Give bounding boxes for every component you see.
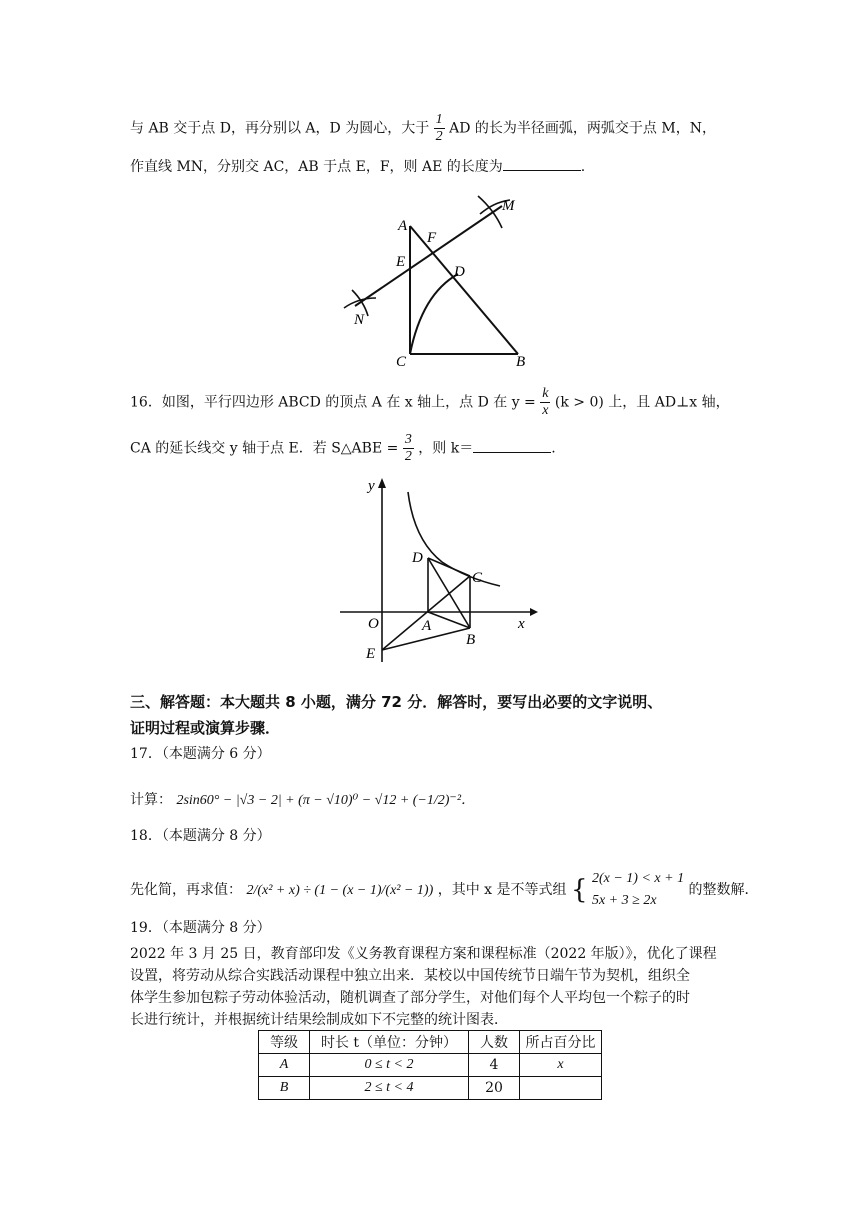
q19-title: 19．（本题满分 8 分） (130, 920, 271, 936)
table-row (259, 1054, 602, 1077)
label-B: B (516, 354, 526, 370)
q16-line1 (130, 386, 730, 419)
table-cell: A (259, 1054, 310, 1077)
label-D: D (454, 264, 465, 280)
q17-title: 17．（本题满分 6 分） (130, 746, 271, 762)
q16-frac-num: k (542, 386, 549, 401)
q16-area-den: 2 (404, 449, 412, 464)
q18-title: 18．（本题满分 8 分） (130, 828, 271, 844)
table-cell: 0 ≤ t < 2 (310, 1054, 469, 1077)
q16-end: . (551, 440, 556, 457)
q15-line2 (130, 156, 585, 177)
q18-cond-b: 的整数解． (688, 882, 759, 898)
label-N: N (354, 312, 365, 328)
q18-ineq2: 5x + 3 ≥ 2x (591, 893, 657, 908)
q18-line (130, 868, 759, 918)
q18-expression: 2/(x² + x) ÷ (1 − (x − 1)/(x² − 1)) (246, 883, 434, 898)
q16-area-num: 3 (404, 432, 412, 447)
q16-frac-den: x (542, 403, 549, 418)
table-cell: 4 (469, 1054, 520, 1077)
q17-expression: 2sin60° − |√3 − 2| + (π − √10)⁰ − √12 + (−1/2)⁻²． (176, 793, 476, 808)
table-header: 人数 (469, 1031, 520, 1054)
q15-end: . (580, 159, 586, 175)
label-A: A (398, 218, 408, 234)
label-M: M (502, 198, 515, 214)
q19-p3: 体学生参加包粽子劳动体验活动，随机调查了部分学生，对他们每个人平均包一个粽子的时 (130, 990, 690, 1006)
label-A2: A (422, 618, 432, 634)
label-F: F (427, 230, 437, 246)
q18-system (592, 868, 684, 912)
q15-frac-num: 1 (435, 112, 443, 127)
q16-answer-blank (473, 438, 551, 453)
q17-prompt: 计算： (130, 792, 172, 808)
q16-text-a: 16．如图，平行四边形 ABCD 的顶点 A 在 x 轴上，点 D 在 y = (130, 394, 536, 411)
q15-fraction (434, 112, 445, 145)
q15-text-a: 与 AB 交于点 D，再分别以 A，D 为圆心，大于 (130, 120, 430, 137)
q19-table (258, 1030, 602, 1100)
q16-line2 (130, 432, 556, 465)
q15-frac-den: 2 (435, 129, 443, 144)
label-x: x (518, 616, 525, 632)
label-D2: D (412, 550, 423, 566)
table-cell: B (259, 1077, 310, 1100)
label-C: C (396, 354, 407, 370)
section3-heading-1: 三、解答题：本大题共 8 小题，满分 72 分．解答时，要写出必要的文字说明、 (130, 693, 663, 711)
table-cell: x (520, 1054, 602, 1077)
q16-text-c: CA 的延长线交 y 轴于点 E．若 S△ABE = (130, 440, 399, 457)
label-E: E (396, 254, 406, 270)
q18-brace: { (570, 875, 588, 905)
table-header: 等级 (259, 1031, 310, 1054)
table-row (259, 1077, 602, 1100)
q16-figure (330, 470, 550, 670)
q19-p4: 长进行统计，并根据统计结果绘制成如下不完整的统计图表． (130, 1012, 508, 1028)
q15-figure (330, 186, 550, 372)
table-header-row (259, 1031, 602, 1054)
table-cell: 2 ≤ t < 4 (310, 1077, 469, 1100)
q18-ineq1: 2(x − 1) < x + 1 (591, 871, 685, 886)
q19-p1: 2022 年 3 月 25 日，教育部印发《义务教育课程方案和课程标准（2022 年版）》，优化了课程 (130, 946, 717, 962)
q19-p2: 设置，将劳动从综合实践活动课程中独立出来．某校以中国传统节日端午节为契机，组织全 (130, 968, 690, 984)
table-cell (520, 1077, 602, 1100)
q16-text-b: (k > 0) 上，且 AD⊥x 轴， (554, 394, 730, 411)
label-y: y (368, 478, 375, 494)
q16-fraction (540, 386, 550, 419)
label-E2: E (366, 646, 376, 662)
label-O: O (368, 616, 379, 632)
q15-line1 (130, 112, 716, 145)
q18-prompt: 先化简，再求值： (130, 882, 242, 898)
q15-answer-blank (503, 156, 581, 171)
q18-cond-a: ，其中 x 是不等式组 (437, 882, 567, 898)
q16-area-fraction (403, 432, 414, 465)
q17-line (130, 790, 475, 811)
q15-text-c: 作直线 MN，分别交 AC，AB 于点 E，F，则 AE 的长度为 (130, 159, 503, 175)
section3-heading-2: 证明过程或演算步骤． (130, 719, 281, 737)
table-header: 所占百分比 (520, 1031, 602, 1054)
table-header: 时长 t（单位：分钟） (310, 1031, 469, 1054)
q16-text-d: ，则 k＝ (418, 440, 474, 457)
label-C2: C (472, 570, 483, 586)
q15-text-b: AD 的长为半径画弧，两弧交于点 M，N， (449, 120, 716, 137)
table-cell: 20 (469, 1077, 520, 1100)
label-B2: B (466, 632, 476, 648)
